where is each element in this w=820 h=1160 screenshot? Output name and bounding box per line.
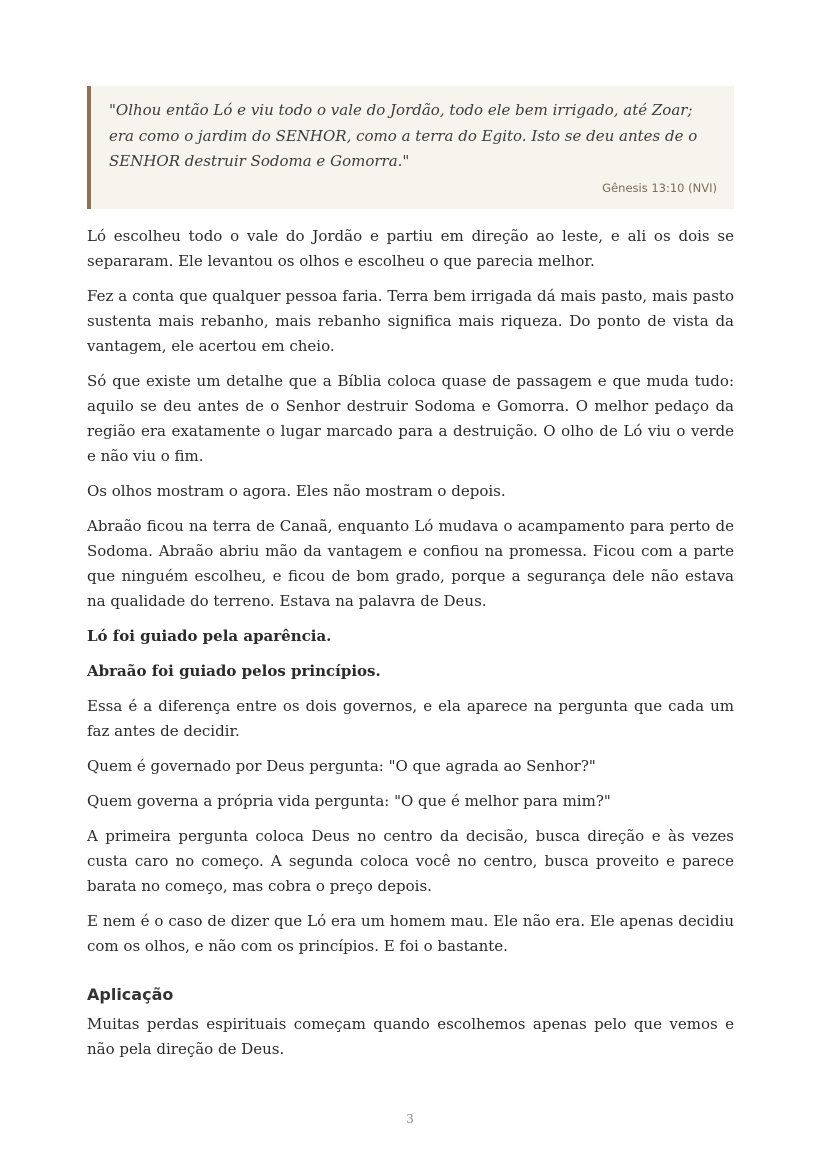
paragraph: Quem governa a própria vida pergunta: "O que é melhor para mim?" — [87, 791, 611, 810]
application-paragraph: Muitas perdas espirituais começam quando escolhemos apenas pelo que vemos e não pela direção de Deus. — [87, 1014, 734, 1058]
paragraph: Abraão ficou na terra de Canaã, enquanto Ló mudava o acampamento para perto de Sodoma. Abraão abriu mão da vantagem e confiou na promessa. Ficou com a parte que ninguém escolheu, e ficou de bom grado, porque a segurança dele não estava na qualidade do terreno. Estava na palavra de Deus. — [87, 516, 734, 610]
bold-statement: Abraão foi guiado pelos princípios. — [87, 661, 381, 680]
paragraph: Os olhos mostram o agora. Eles não mostram o depois. — [87, 481, 506, 500]
quote-reference: Gênesis 13:10 (NVI) — [602, 180, 717, 195]
scripture-quote — [87, 86, 734, 209]
section-heading: Aplicação — [87, 984, 174, 1004]
paragraph: Fez a conta que qualquer pessoa faria. Terra bem irrigada dá mais pasto, mais pasto sustenta mais rebanho, mais rebanho significa mais riqueza. Do ponto de vista da vantagem, ele acertou em cheio. — [87, 286, 734, 355]
quote-text: "Olhou então Ló e viu todo o vale do Jordão, todo ele bem irrigado, até Zoar; era como o jardim do SENHOR, como a terra do Egito. Isto se deu antes de o SENHOR destruir Sodoma e Gomorra." — [109, 101, 698, 170]
paragraph: Essa é a diferença entre os dois governos, e ela aparece na pergunta que cada um faz antes de decidir. — [87, 696, 734, 740]
paragraph: Ló escolheu todo o vale do Jordão e partiu em direção ao leste, e ali os dois se separaram. Ele levantou os olhos e escolheu o que parecia melhor. — [87, 226, 734, 270]
page-number: 3 — [406, 1112, 414, 1126]
document-page — [87, 86, 734, 1072]
paragraph: Só que existe um detalhe que a Bíblia coloca quase de passagem e que muda tudo: aquilo se deu antes de o Senhor destruir Sodoma e Gomorra. O melhor pedaço da região era exatamente o lugar marcado para a destruição. O olho de Ló viu o verde e não viu o fim. — [87, 371, 734, 465]
paragraph: E nem é o caso de dizer que Ló era um homem mau. Ele não era. Ele apenas decidiu com os olhos, e não com os princípios. E foi o bastante. — [87, 911, 734, 955]
paragraph: A primeira pergunta coloca Deus no centro da decisão, busca direção e às vezes custa caro no começo. A segunda coloca você no centro, busca proveito e parece barata no começo, mas cobra o preço depois. — [87, 826, 734, 895]
paragraph: Quem é governado por Deus pergunta: "O que agrada ao Senhor?" — [87, 756, 596, 775]
bold-statement: Ló foi guiado pela aparência. — [87, 626, 332, 645]
